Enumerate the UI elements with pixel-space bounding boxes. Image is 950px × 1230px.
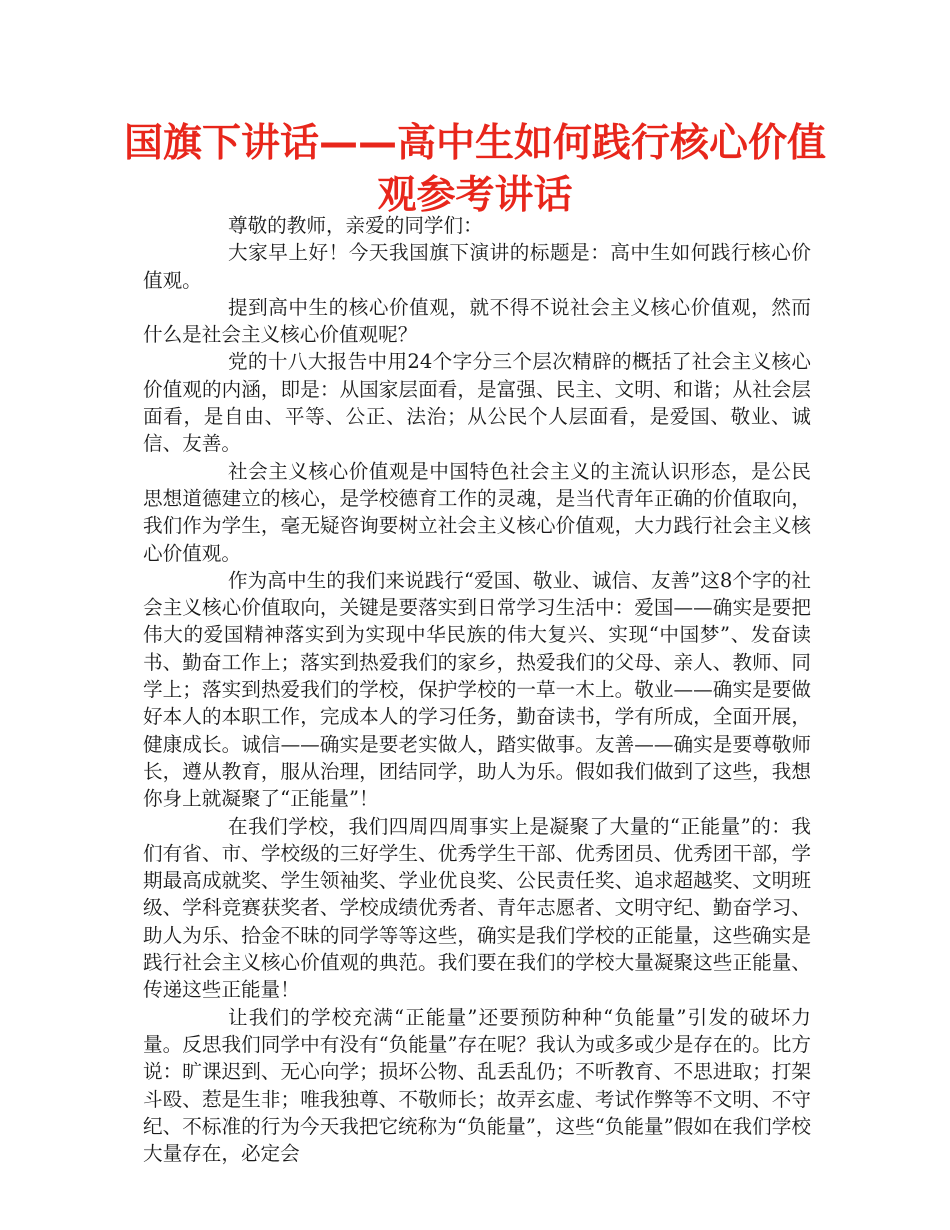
paragraph-significance: 社会主义核心价值观是中国特色社会主义的主流认识形态，是公民思想道德建立的核心，是学校德育工作的灵魂，是当代青年正确的价值取向，我们作为学生，毫无疑咨询要树立社会主义核心价值观，大力践行社会主义核心价值观。 xyxy=(143,459,811,565)
paragraph-greeting: 尊敬的教师，亲爱的同学们： xyxy=(228,214,483,237)
paragraph-practice: 作为高中生的我们来说践行“爱国、敬业、诚信、友善”这8个字的社会主义核心价值取向，关键是要落实到日常学习生活中：爱国——确实是要把伟大的爱国精神落实到为实现中华民族的伟大复兴、实现“中国梦”、发奋读书、勤奋工作上；落实到热爱我们的家乡，热爱我们的父母、亲人、教师、同学上；落实到热爱我们的学校，保护学校的一草一木上。敬业——确实是要做好本人的本职工作，完成本人的学习任务，勤奋读书，学有所成，全面开展，健康成长。诚信——确实是要老实做人，踏实做事。友善——确实是要尊敬师长，遵从教育，服从治理，团结同学，助人为乐。假如我们做到了这些，我想你身上就凝聚了“正能量”！ xyxy=(143,568,811,811)
paragraph-negative-energy: 让我们的学校充满“正能量”还要预防种种“负能量”引发的破坏力量。反思我们同学中有没有“负能量”存在呢？我认为或多或少是存在的。比方说：旷课迟到、无心向学；损坏公物、乱丢乱仍；不听教育、不思进取；打架斗殴、惹是生非；唯我独尊、不敬师长；故弄玄虚、考试作弊等不文明、不守纪、不标准的行为今天我把它统称为“负能量”，这些“负能量”假如在我们学校大量存在，必定会 xyxy=(143,1005,811,1166)
document-title: 国旗下讲话——高中生如何践行核心价值观参考讲话 xyxy=(123,121,826,218)
paragraph-positive-energy: 在我们学校，我们四周四周事实上是凝聚了大量的“正能量”的：我们有省、市、学校级的三好学生、优秀学生干部、优秀团员、优秀团干部，学期最高成就奖、学生领袖奖、学业优良奖、公民责任奖、追求超越奖、文明班级、学科竞赛获奖者、学校成绩优秀者、青年志愿者、文明守纪、勤奋学习、助人为乐、拾金不昧的同学等等这些，确实是我们学校的正能量，这些确实是践行社会主义核心价值观的典范。我们要在我们的学校大量凝聚这些正能量、传递这些正能量！ xyxy=(143,814,811,1002)
document-body xyxy=(143,212,811,1167)
paragraph-opening: 大家早上好！今天我国旗下演讲的标题是：高中生如何践行核心价值观。 xyxy=(143,241,811,292)
paragraph-definition: 党的十八大报告中用24个字分三个层次精辟的概括了社会主义核心价值观的内涵，即是：从国家层面看，是富强、民主、文明、和谐；从社会层面看，是自由、平等、公正、法治；从公民个人层面看，是爱国、敬业、诚信、友善。 xyxy=(143,350,811,456)
paragraph-question: 提到高中生的核心价值观，就不得不说社会主义核心价值观，然而什么是社会主义核心价值观呢？ xyxy=(143,295,811,347)
